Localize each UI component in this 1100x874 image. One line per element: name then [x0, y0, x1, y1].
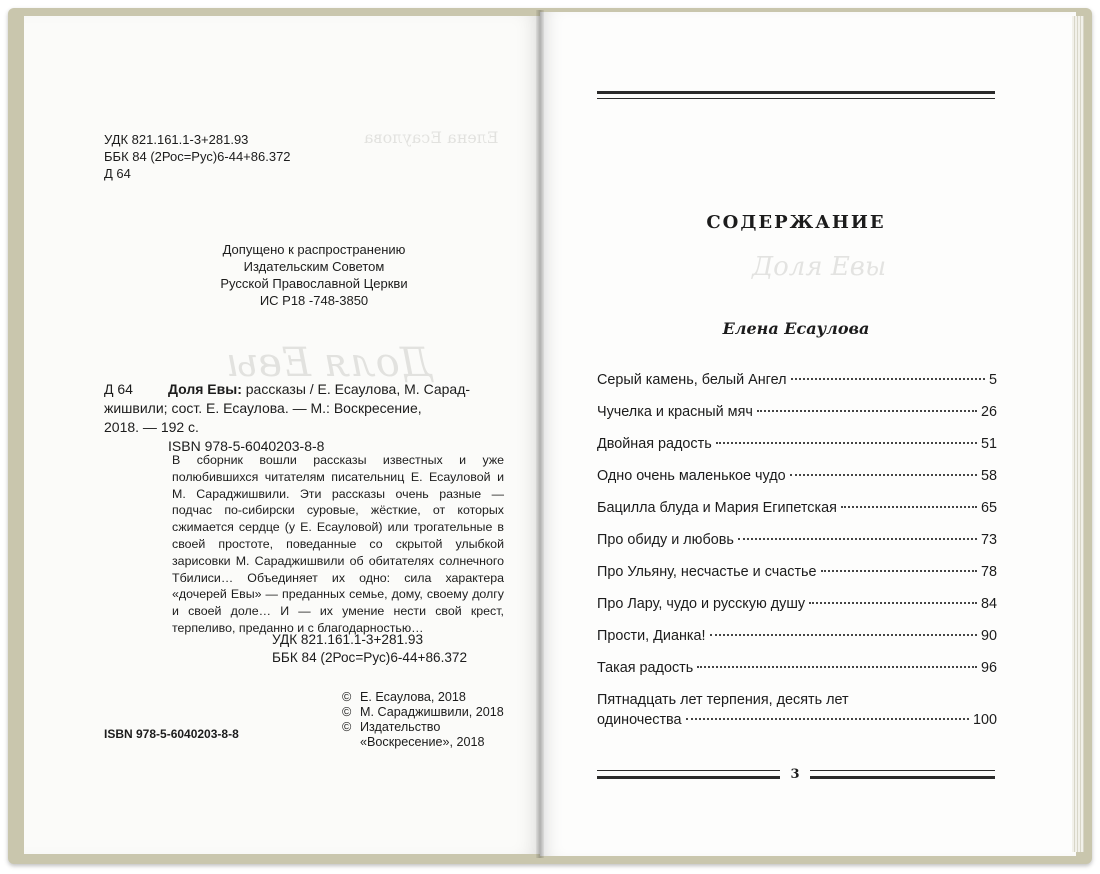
toc-leader-dots	[686, 718, 969, 720]
copyright-block	[342, 690, 504, 750]
book-spine-gutter	[536, 10, 544, 858]
toc-entry	[597, 466, 997, 498]
bib-line-1-rest: рассказы / Е. Есаулова, М. Сарад-	[241, 381, 471, 397]
toc-story-title: Такая радость	[597, 660, 694, 676]
copyright-symbol: ©	[342, 720, 352, 734]
page-edges	[1072, 16, 1084, 852]
toc-story-title: Про Лару, чудо и русскую душу	[597, 596, 806, 612]
toc-leader-dots	[791, 378, 985, 380]
contents-heading: СОДЕРЖАНИЕ	[706, 212, 886, 233]
toc-leader-dots	[738, 538, 977, 540]
copyright-line	[342, 720, 504, 735]
toc-entry	[597, 402, 997, 434]
toc-entry	[597, 626, 997, 658]
table-of-contents	[597, 370, 997, 734]
toc-entry	[597, 594, 997, 626]
top-rule-thick	[597, 91, 995, 94]
copyright-text: М. Сараджишвили, 2018	[360, 705, 504, 719]
church-approval	[196, 241, 432, 309]
approval-line: Допущено к распространению	[222, 242, 406, 257]
toc-entry	[597, 658, 997, 690]
section-author: Елена Есаулова	[722, 319, 870, 338]
toc-entry	[597, 530, 997, 562]
udk-code: УДК 821.161.1-3+281.93	[104, 132, 249, 147]
toc-story-title: одиночества	[597, 712, 682, 728]
toc-page-number: 58	[980, 468, 997, 484]
approval-line: Издательским Советом	[243, 259, 385, 274]
toc-entry	[597, 690, 997, 734]
author-mark: Д 64	[104, 166, 131, 181]
bib-author-mark: Д 64	[104, 381, 133, 397]
approval-number: ИС Р18 -748-3850	[259, 293, 369, 308]
toc-page-number: 5	[988, 372, 997, 388]
copyright-symbol: ©	[342, 690, 352, 704]
copyright-line	[342, 705, 504, 720]
bibliographic-record	[104, 380, 504, 456]
toc-story-title: Про обиду и любовь	[597, 532, 734, 548]
toc-story-title: Пятнадцать лет терпения, десять лет	[597, 692, 849, 708]
toc-story-title: Двойная радость	[597, 436, 712, 452]
copyright-text: Издательство	[360, 720, 441, 734]
top-rule-thin	[597, 98, 995, 99]
show-through-text: Елена Есаулова	[364, 128, 499, 147]
toc-leader-dots	[790, 474, 977, 476]
toc-leader-dots	[710, 634, 977, 636]
book-title: Доля Евы:	[168, 381, 242, 397]
toc-story-title: Про Ульяну, несчастье и счастье	[597, 564, 817, 580]
classification-codes-lower	[272, 631, 467, 667]
toc-leader-dots	[841, 506, 977, 508]
copyright-symbol	[342, 735, 360, 750]
udk-code: УДК 821.161.1-3+281.93	[272, 632, 424, 647]
bib-isbn: ISBN 978-5-6040203-8-8	[168, 438, 325, 454]
copyright-text: Е. Есаулова, 2018	[360, 690, 466, 704]
page-number: 3	[780, 767, 810, 782]
toc-story-title: Одно очень маленькое чудо	[597, 468, 786, 484]
show-through-text: Доля Евы	[226, 340, 433, 386]
toc-page-number: 78	[980, 564, 997, 580]
toc-story-title: Серый камень, белый Ангел	[597, 372, 787, 388]
toc-leader-dots	[697, 666, 977, 668]
bib-line-2: жишвили; сост. Е. Есаулова. — М.: Воскресение,	[104, 400, 422, 416]
bib-line-1	[168, 380, 504, 399]
toc-page-number: 84	[980, 596, 997, 612]
toc-leader-dots	[821, 570, 977, 572]
toc-story-title: Бацилла блуда и Мария Египетская	[597, 500, 837, 516]
toc-page-number: 90	[980, 628, 997, 644]
toc-page-number: 26	[980, 404, 997, 420]
toc-entry	[597, 370, 997, 402]
isbn-footer: ISBN 978-5-6040203-8-8	[104, 727, 239, 741]
bbk-code: ББК 84 (2Рос=Рус)6-44+86.372	[272, 650, 468, 665]
toc-page-number: 73	[980, 532, 997, 548]
copyright-text: «Воскресение», 2018	[360, 735, 485, 749]
classification-codes	[104, 131, 291, 182]
bbk-code: ББК 84 (2Рос=Рус)6-44+86.372	[104, 149, 291, 164]
toc-story-title-cont	[597, 710, 997, 730]
toc-page-number: 100	[972, 712, 997, 728]
toc-entry	[597, 434, 997, 466]
copyright-line	[342, 735, 504, 750]
bib-line-3: 2018. — 192 с.	[104, 419, 199, 435]
book-annotation: В сборник вошли рассказы известных и уже полюбившихся читателям писательниц Е. Есауловой и М. Сараджишвили. Эти рассказы очень разные — подчас по-сибирски суровые, жёсткие, от которых сжимается сердце (у Е. Есауловой) или трогательные в своей простоте, поведанные со скрытой улыбкой зарисовки М. Сараджишвили об обитателях солнечного Тбилиси… Объединяет их одно: сила характера «дочерей Евы» — преданных семье, дому, своему долгу и своей доле… И — их умение нести свой крест, терпеливо, преданно и с благодарностью…	[172, 453, 504, 635]
toc-story-title: Чучелка и красный мяч	[597, 404, 753, 420]
toc-page-number: 96	[980, 660, 997, 676]
toc-story-title: Прости, Дианка!	[597, 628, 706, 644]
toc-entry	[597, 562, 997, 594]
show-through-text: Доля Евы	[752, 252, 887, 282]
copyright-line	[342, 690, 504, 705]
approval-line: Русской Православной Церкви	[220, 276, 408, 291]
toc-page-number: 51	[980, 436, 997, 452]
toc-entry	[597, 498, 997, 530]
copyright-symbol: ©	[342, 705, 352, 719]
toc-leader-dots	[757, 410, 977, 412]
toc-leader-dots	[809, 602, 977, 604]
toc-page-number: 65	[980, 500, 997, 516]
toc-leader-dots	[716, 442, 977, 444]
